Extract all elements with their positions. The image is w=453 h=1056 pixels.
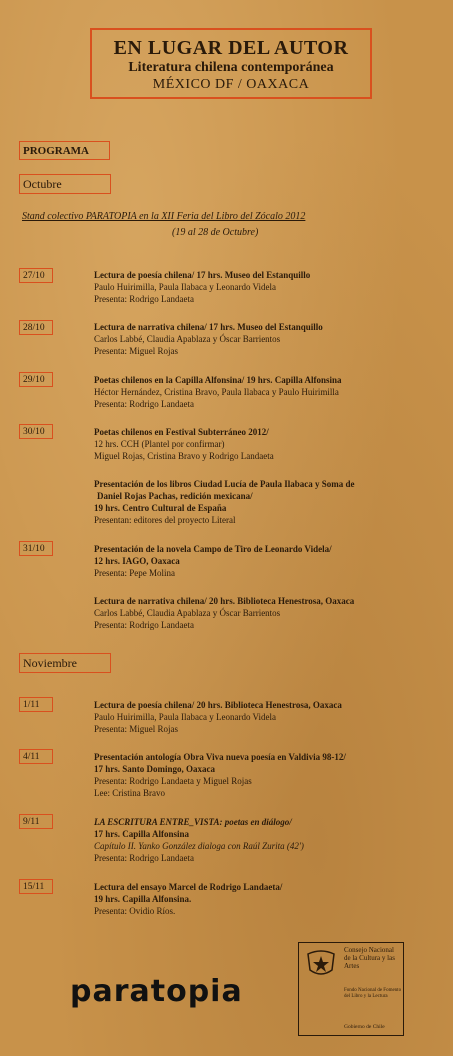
event-line: 19 hrs. Capilla Alfonsina. (94, 894, 192, 904)
event-line: Presenta: Rodrigo Landaeta (94, 294, 194, 304)
event (94, 543, 434, 579)
gobierno-label: Gobierno de Chile (344, 1024, 385, 1030)
event-line: Presentan: editores del proyecto Literal (94, 515, 236, 525)
event-line: Paulo Huirimilla, Paula Ilabaca y Leonardo Videla (94, 282, 276, 292)
event-line: Lee: Cristina Bravo (94, 788, 165, 798)
event-title: Lectura de narrativa chilena/ 17 hrs. Museo del Estanquillo (94, 322, 323, 332)
event-date: 4/11 (19, 749, 53, 764)
event-title: Presentación de la novela Campo de Tiro de Leonardo Videla/ (94, 544, 332, 554)
event-date: 29/10 (19, 372, 53, 387)
event-title: Presentación de los libros Ciudad Lucía de Paula Ilabaca y Soma de (94, 479, 355, 489)
event-title: Presentación antología Obra Viva nueva poesía en Valdivia 98-12/ (94, 752, 346, 762)
event (94, 751, 434, 799)
event-line: Carlos Labbé, Claudia Apablaza y Óscar Barrientos (94, 608, 281, 618)
event-line: Presenta: Ovidio Ríos. (94, 906, 176, 916)
event-title: Poetas chilenos en Festival Subterráneo 2012/ (94, 427, 269, 437)
event (94, 269, 434, 305)
event-date: 27/10 (19, 268, 53, 283)
event-line: Paulo Huirimilla, Paula Ilabaca y Leonardo Videla (94, 712, 276, 722)
event-date: 9/11 (19, 814, 53, 829)
month-noviembre: Noviembre (19, 653, 111, 673)
event-line: 12 hrs. CCH (Plantel por confirmar) (94, 439, 225, 449)
event (94, 816, 434, 864)
event-line: 12 hrs. IAGO, Oaxaca (94, 556, 180, 566)
sponsor-name: Consejo Nacional de la Cultura y las Artes (344, 946, 395, 970)
paratopia-logo: paratopia (70, 974, 243, 1009)
event-date: 15/11 (19, 879, 53, 894)
event-line: 17 hrs. Santo Domingo, Oaxaca (94, 764, 216, 774)
event (94, 881, 434, 917)
event-line: Presenta: Miguel Rojas (94, 346, 178, 356)
sponsor-fund: Fondo Nacional de Fomento del Libro y la Lectura (344, 988, 402, 999)
event-date: 1/11 (19, 697, 53, 712)
event (94, 426, 434, 462)
event-date: 30/10 (19, 424, 53, 439)
event-line: 17 hrs. Capilla Alfonsina (94, 829, 190, 839)
event-title: LA ESCRITURA ENTRE_VISTA: poetas en diálogo/ (94, 817, 292, 827)
event-line: Daniel Rojas Pachas, redición mexicana/ (97, 491, 253, 501)
programa-heading: PROGRAMA (19, 141, 110, 160)
event (94, 595, 434, 631)
page-subtitle: Literatura chilena contemporánea (128, 60, 334, 75)
event-line: 19 hrs. Centro Cultural de España (94, 503, 227, 513)
event-line: Carlos Labbé, Claudia Apablaza y Óscar Barrientos (94, 334, 281, 344)
event-title: Lectura de poesía chilena/ 20 hrs. Biblioteca Henestrosa, Oaxaca (94, 700, 342, 710)
chile-coat-of-arms-icon (304, 948, 338, 978)
month-octubre: Octubre (19, 174, 111, 194)
event-title: Lectura del ensayo Marcel de Rodrigo Landaeta/ (94, 882, 283, 892)
event (94, 478, 434, 526)
event-line: Miguel Rojas, Cristina Bravo y Rodrigo Landaeta (94, 451, 274, 461)
event (94, 699, 434, 735)
event-line: Presenta: Miguel Rojas (94, 724, 178, 734)
event-line: Presenta: Pepe Molina (94, 568, 175, 578)
event-title: Lectura de narrativa chilena/ 20 hrs. Biblioteca Henestrosa, Oaxaca (94, 596, 355, 606)
event-line: Héctor Hernández, Cristina Bravo, Paula Ilabaca y Paulo Huirimilla (94, 387, 339, 397)
event-line: Presenta: Rodrigo Landaeta (94, 853, 194, 863)
event (94, 374, 434, 410)
event-line: Capítulo II. Yanko González dialoga con Raúl Zurita (42') (94, 841, 304, 851)
title-box (90, 28, 372, 99)
page-title: EN LUGAR DEL AUTOR (113, 37, 349, 59)
event-date: 31/10 (19, 541, 53, 556)
event-line: Presenta: Rodrigo Landaeta y Miguel Rojas (94, 776, 252, 786)
event-line: Presenta: Rodrigo Landaeta (94, 620, 194, 630)
stand-info: Stand colectivo PARATOPIA en la XII Feria del Libro del Zócalo 2012 (22, 211, 306, 222)
event-date: 28/10 (19, 320, 53, 335)
location: MÉXICO DF / OAXACA (152, 77, 310, 92)
event-line: Presenta: Rodrigo Landaeta (94, 399, 194, 409)
event-title: Lectura de poesía chilena/ 17 hrs. Museo del Estanquillo (94, 270, 311, 280)
event (94, 321, 434, 357)
event-title: Poetas chilenos en la Capilla Alfonsina/ 19 hrs. Capilla Alfonsina (94, 375, 342, 385)
stand-dates: (19 al 28 de Octubre) (172, 227, 259, 238)
